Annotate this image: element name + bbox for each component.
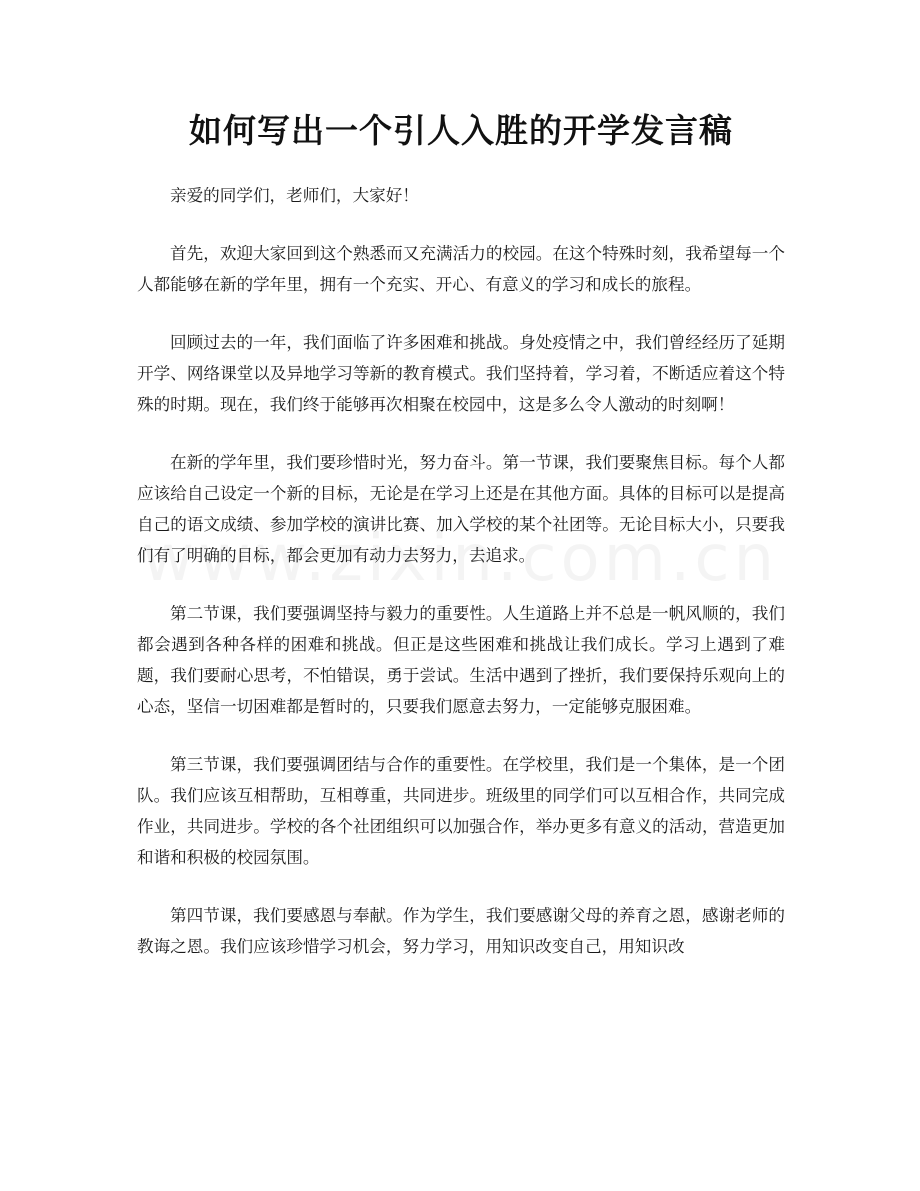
paragraph-perseverance: 第二节课，我们要强调坚持与毅力的重要性。人生道路上并不总是一帆风顺的，我们都会遇到各种各样的困难和挑战。但正是这些困难和挑战让我们成长。学习上遇到了难题，我们要耐心思考，不怕错误，勇于尝试。生活中遇到了挫折，我们要保持乐观向上的心态，坚信一切困难都是暂时的，只要我们愿意去努力，一定能够克服困难。 <box>137 604 785 716</box>
paragraph-welcome: 首先，欢迎大家回到这个熟悉而又充满活力的校园。在这个特殊时刻，我希望每一个人都能够在新的学年里，拥有一个充实、开心、有意义的学习和成长的旅程。 <box>137 244 785 294</box>
page-title: 如何写出一个引人入胜的开学发言稿 <box>189 111 733 150</box>
paragraph-review: 回顾过去的一年，我们面临了许多困难和挑战。身处疫情之中，我们曾经经历了延期开学、网络课堂以及异地学习等新的教育模式。我们坚持着，学习着，不断适应着这个特殊的时期。现在，我们终于能够再次相聚在校园中，这是多么令人激动的时刻啊！ <box>137 333 785 414</box>
paragraph-greeting: 亲爱的同学们，老师们，大家好！ <box>170 186 419 205</box>
paragraph-goals: 在新的学年里，我们要珍惜时光，努力奋斗。第一节课，我们要聚焦目标。每个人都应该给自己设定一个新的目标，无论是在学习上还是在其他方面。具体的目标可以是提高自己的语文成绩、参加学校的演讲比赛、加入学校的某个社团等。无论目标大小，只要我们有了明确的目标，都会更加有动力去努力，去追求。 <box>137 453 785 565</box>
document-body <box>137 180 785 962</box>
paragraph-gratitude: 第四节课，我们要感恩与奉献。作为学生，我们要感谢父母的养育之恩，感谢老师的教诲之恩。我们应该珍惜学习机会，努力学习，用知识改变自己，用知识改 <box>137 906 785 956</box>
paragraph-teamwork: 第三节课，我们要强调团结与合作的重要性。在学校里，我们是一个集体，是一个团队。我们应该互相帮助，互相尊重，共同进步。班级里的同学们可以互相合作，共同完成作业，共同进步。学校的各个社团组织可以加强合作，举办更多有意义的活动，营造更加和谐和积极的校园氛围。 <box>137 755 785 867</box>
